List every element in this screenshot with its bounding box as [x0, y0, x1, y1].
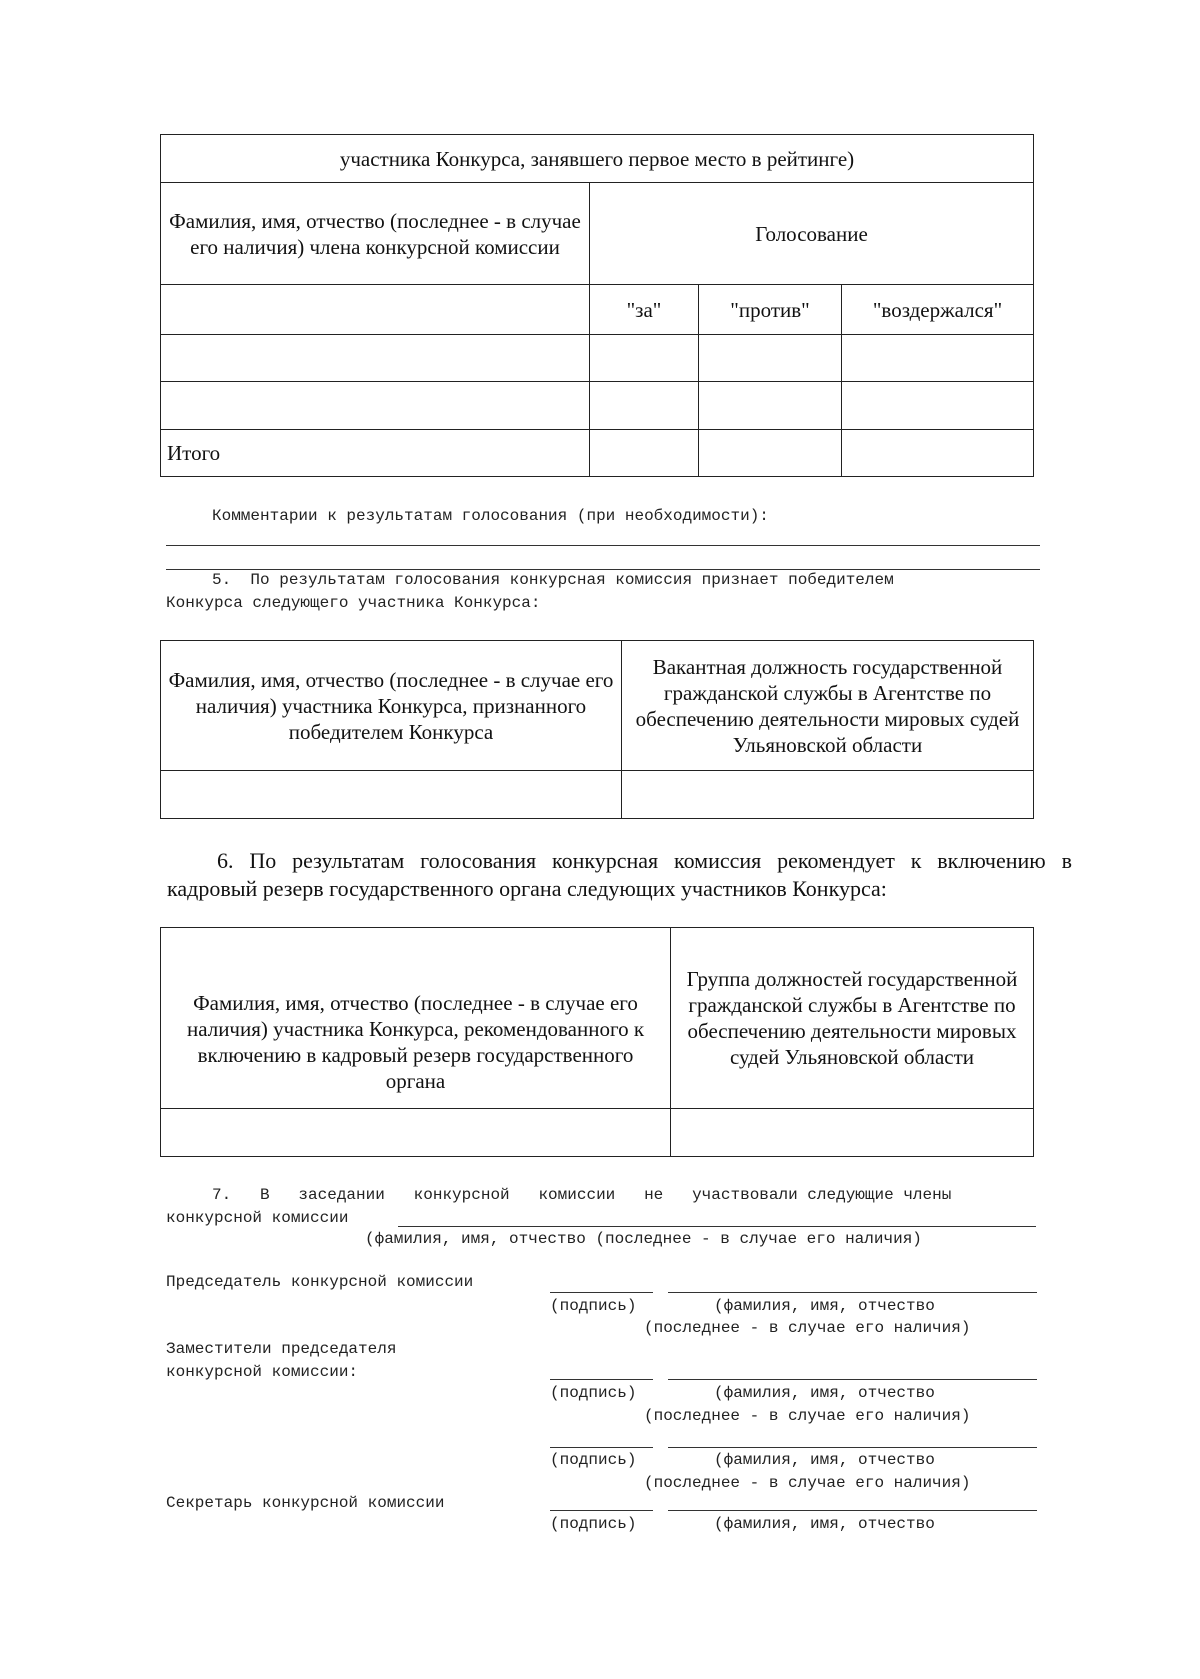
table-title: участника Конкурса, занявшего первое место в рейтинге) [161, 135, 1034, 183]
name-caption-cont: (последнее - в случае его наличия) [644, 1319, 971, 1337]
signature-line[interactable] [550, 1447, 653, 1448]
winner-table [160, 640, 1034, 819]
signature-caption: (подпись) [550, 1515, 637, 1533]
name-line[interactable] [668, 1379, 1037, 1380]
comments-label: Комментарии к результатам голосования (при необходимости): [212, 507, 769, 525]
paragraph-7-cont: конкурсной комиссии [166, 1209, 349, 1227]
signature-line[interactable] [550, 1510, 653, 1511]
absent-note: (фамилия, имя, отчество (последнее - в случае его наличия) [365, 1230, 922, 1248]
table-row [161, 771, 1034, 819]
signature-caption: (подпись) [550, 1384, 637, 1402]
signature-caption: (подпись) [550, 1451, 637, 1469]
col-position-group: Группа должностей государственной гражданской службы в Агентстве по обеспечению деятельности мировых судей Ульяновской области [671, 928, 1034, 1109]
name-line[interactable] [668, 1510, 1037, 1511]
name-caption: (фамилия, имя, отчество [714, 1297, 935, 1315]
name-caption-cont: (последнее - в случае его наличия) [644, 1474, 971, 1492]
total-label: Итого [161, 430, 590, 477]
table-row [161, 335, 1034, 382]
paragraph-7: 7. В заседании конкурсной комиссии не участвовали следующие члены [212, 1186, 952, 1204]
secretary-label: Секретарь конкурсной комиссии [166, 1494, 445, 1512]
absent-members-line[interactable] [398, 1226, 1036, 1227]
signature-caption: (подпись) [550, 1297, 637, 1315]
name-line[interactable] [668, 1447, 1037, 1448]
paragraph-6: 6. По результатам голосования конкурсная комиссия рекомендует к включению в кадровый резерв государственного органа следующих участников Конкурса: [167, 848, 1072, 901]
col-winner-name: Фамилия, имя, отчество (последнее - в случае его наличия) участника Конкурса, признанного победителем Конкурса [161, 641, 622, 771]
table-row [161, 382, 1034, 430]
name-caption: (фамилия, имя, отчество [714, 1384, 935, 1402]
paragraph-5: 5. По результатам голосования конкурсная комиссия признает победителем [212, 571, 894, 589]
deputies-label: Заместители председателя [166, 1340, 397, 1358]
col-vacant-position: Вакантная должность государственной гражданской службы в Агентстве по обеспечению деятельности мировых судей Ульяновской области [622, 641, 1034, 771]
col-voting: Голосование [590, 183, 1034, 285]
table-row [161, 430, 1034, 477]
col-reserve-name: Фамилия, имя, отчество (последнее - в случае его наличия) участника Конкурса, рекомендованного к включению в кадровый резерв государственного органа [161, 928, 671, 1109]
deputies-label-cont: конкурсной комиссии: [166, 1363, 359, 1381]
table-row [161, 1109, 1034, 1157]
voting-table [160, 134, 1034, 477]
name-line[interactable] [668, 1292, 1037, 1293]
paragraph-5-cont: Конкурса следующего участника Конкурса: [166, 594, 541, 612]
chairman-label: Председатель конкурсной комиссии [166, 1273, 474, 1291]
col-abstain: "воздержался" [842, 285, 1034, 335]
col-against: "против" [699, 285, 842, 335]
name-caption-cont: (последнее - в случае его наличия) [644, 1407, 971, 1425]
reserve-table [160, 927, 1034, 1157]
name-caption: (фамилия, имя, отчество [714, 1515, 935, 1533]
signature-line[interactable] [550, 1292, 653, 1293]
comment-line[interactable] [166, 545, 1040, 546]
signature-line[interactable] [550, 1379, 653, 1380]
name-caption: (фамилия, имя, отчество [714, 1451, 935, 1469]
col-member-name: Фамилия, имя, отчество (последнее - в случае его наличия) члена конкурсной комиссии [161, 183, 590, 285]
col-for: "за" [590, 285, 699, 335]
